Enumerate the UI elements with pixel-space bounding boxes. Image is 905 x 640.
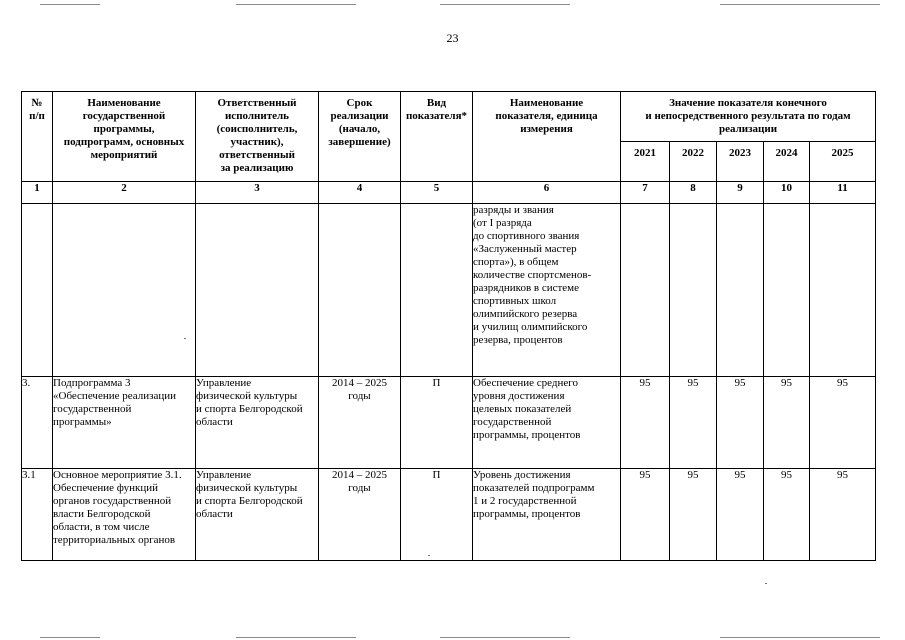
row-value: 95 (717, 469, 764, 561)
row-value (717, 204, 764, 377)
column-number: 7 (621, 182, 670, 204)
row-program-name (53, 204, 196, 377)
row-value: 95 (621, 377, 670, 469)
indicators-table (21, 91, 876, 561)
row-executor (196, 204, 319, 377)
scan-edge-line (236, 4, 356, 5)
row-number (22, 204, 53, 377)
row-executor: Управление физической культуры и спорта Белгородской области (196, 377, 319, 469)
header-number: № п/п (22, 92, 53, 182)
row-value: 95 (670, 377, 717, 469)
row-value: 95 (810, 469, 876, 561)
row-indicator-name: Уровень достижения показателей подпрограмм 1 и 2 государственной программы, процентов (473, 469, 621, 561)
table-row (22, 377, 876, 469)
row-program-name: Подпрограмма 3 «Обеспечение реализации государственной программы» (53, 377, 196, 469)
row-value: 95 (764, 377, 810, 469)
row-number: 3. (22, 377, 53, 469)
row-executor: Управление физической культуры и спорта Белгородской области (196, 469, 319, 561)
column-number: 4 (319, 182, 401, 204)
header-year: 2022 (670, 142, 717, 182)
row-value (621, 204, 670, 377)
row-program-name: Основное мероприятие 3.1. Обеспечение функций органов государственной власти Белгородской области, в том числе территориальных органов (53, 469, 196, 561)
header-period: Срок реализации (начало, завершение) (319, 92, 401, 182)
header-year: 2021 (621, 142, 670, 182)
row-period: 2014 – 2025 годы (319, 377, 401, 469)
scan-speck (184, 338, 186, 339)
row-indicator-type: П (401, 469, 473, 561)
scan-speck (765, 583, 767, 584)
header-year: 2023 (717, 142, 764, 182)
page-number: 23 (446, 31, 459, 45)
column-number: 10 (764, 182, 810, 204)
header-executor: Ответственный исполнитель (соисполнитель, участник), ответственный за реализацию (196, 92, 319, 182)
row-indicator-name: разряды и звания (от I разряда до спортивного звания «Заслуженный мастер спорта»), в общем количестве спортсменов- разрядников в системе спортивных школ олимпийского резерва и училищ олимпийского резерва, процентов (473, 204, 621, 377)
column-number: 2 (53, 182, 196, 204)
header-program-name: Наименование государственной программы, подпрограмм, основных мероприятий (53, 92, 196, 182)
column-numbers-row (22, 182, 876, 204)
header-values-group: Значение показателя конечного и непосредственного результата по годам реализации (621, 92, 876, 142)
row-period (319, 204, 401, 377)
row-value: 95 (670, 469, 717, 561)
scan-edge-line (720, 4, 880, 5)
scan-edge-line (40, 637, 100, 638)
column-number: 3 (196, 182, 319, 204)
scan-edge-line (40, 4, 100, 5)
row-indicator-name: Обеспечение среднего уровня достижения целевых показателей государственной программы, процентов (473, 377, 621, 469)
scan-edge-line (440, 4, 570, 5)
scan-edge-line (720, 637, 880, 638)
table-row (22, 469, 876, 561)
scan-edge-line (440, 637, 570, 638)
row-period: 2014 – 2025 годы (319, 469, 401, 561)
row-value: 95 (764, 469, 810, 561)
row-indicator-type (401, 204, 473, 377)
column-number: 11 (810, 182, 876, 204)
row-value: 95 (810, 377, 876, 469)
scan-edge-line (236, 637, 356, 638)
row-value (764, 204, 810, 377)
column-number: 5 (401, 182, 473, 204)
row-value: 95 (621, 469, 670, 561)
header-indicator-type: Вид показателя* (401, 92, 473, 182)
row-number: 3.1 (22, 469, 53, 561)
column-number: 9 (717, 182, 764, 204)
row-indicator-type: П (401, 377, 473, 469)
table-row (22, 204, 876, 377)
row-value (810, 204, 876, 377)
header-indicator-name: Наименование показателя, единица измерения (473, 92, 621, 182)
row-value: 95 (717, 377, 764, 469)
header-year: 2025 (810, 142, 876, 182)
column-number: 6 (473, 182, 621, 204)
scan-speck (428, 555, 430, 556)
header-year: 2024 (764, 142, 810, 182)
row-value (670, 204, 717, 377)
column-number: 1 (22, 182, 53, 204)
column-number: 8 (670, 182, 717, 204)
